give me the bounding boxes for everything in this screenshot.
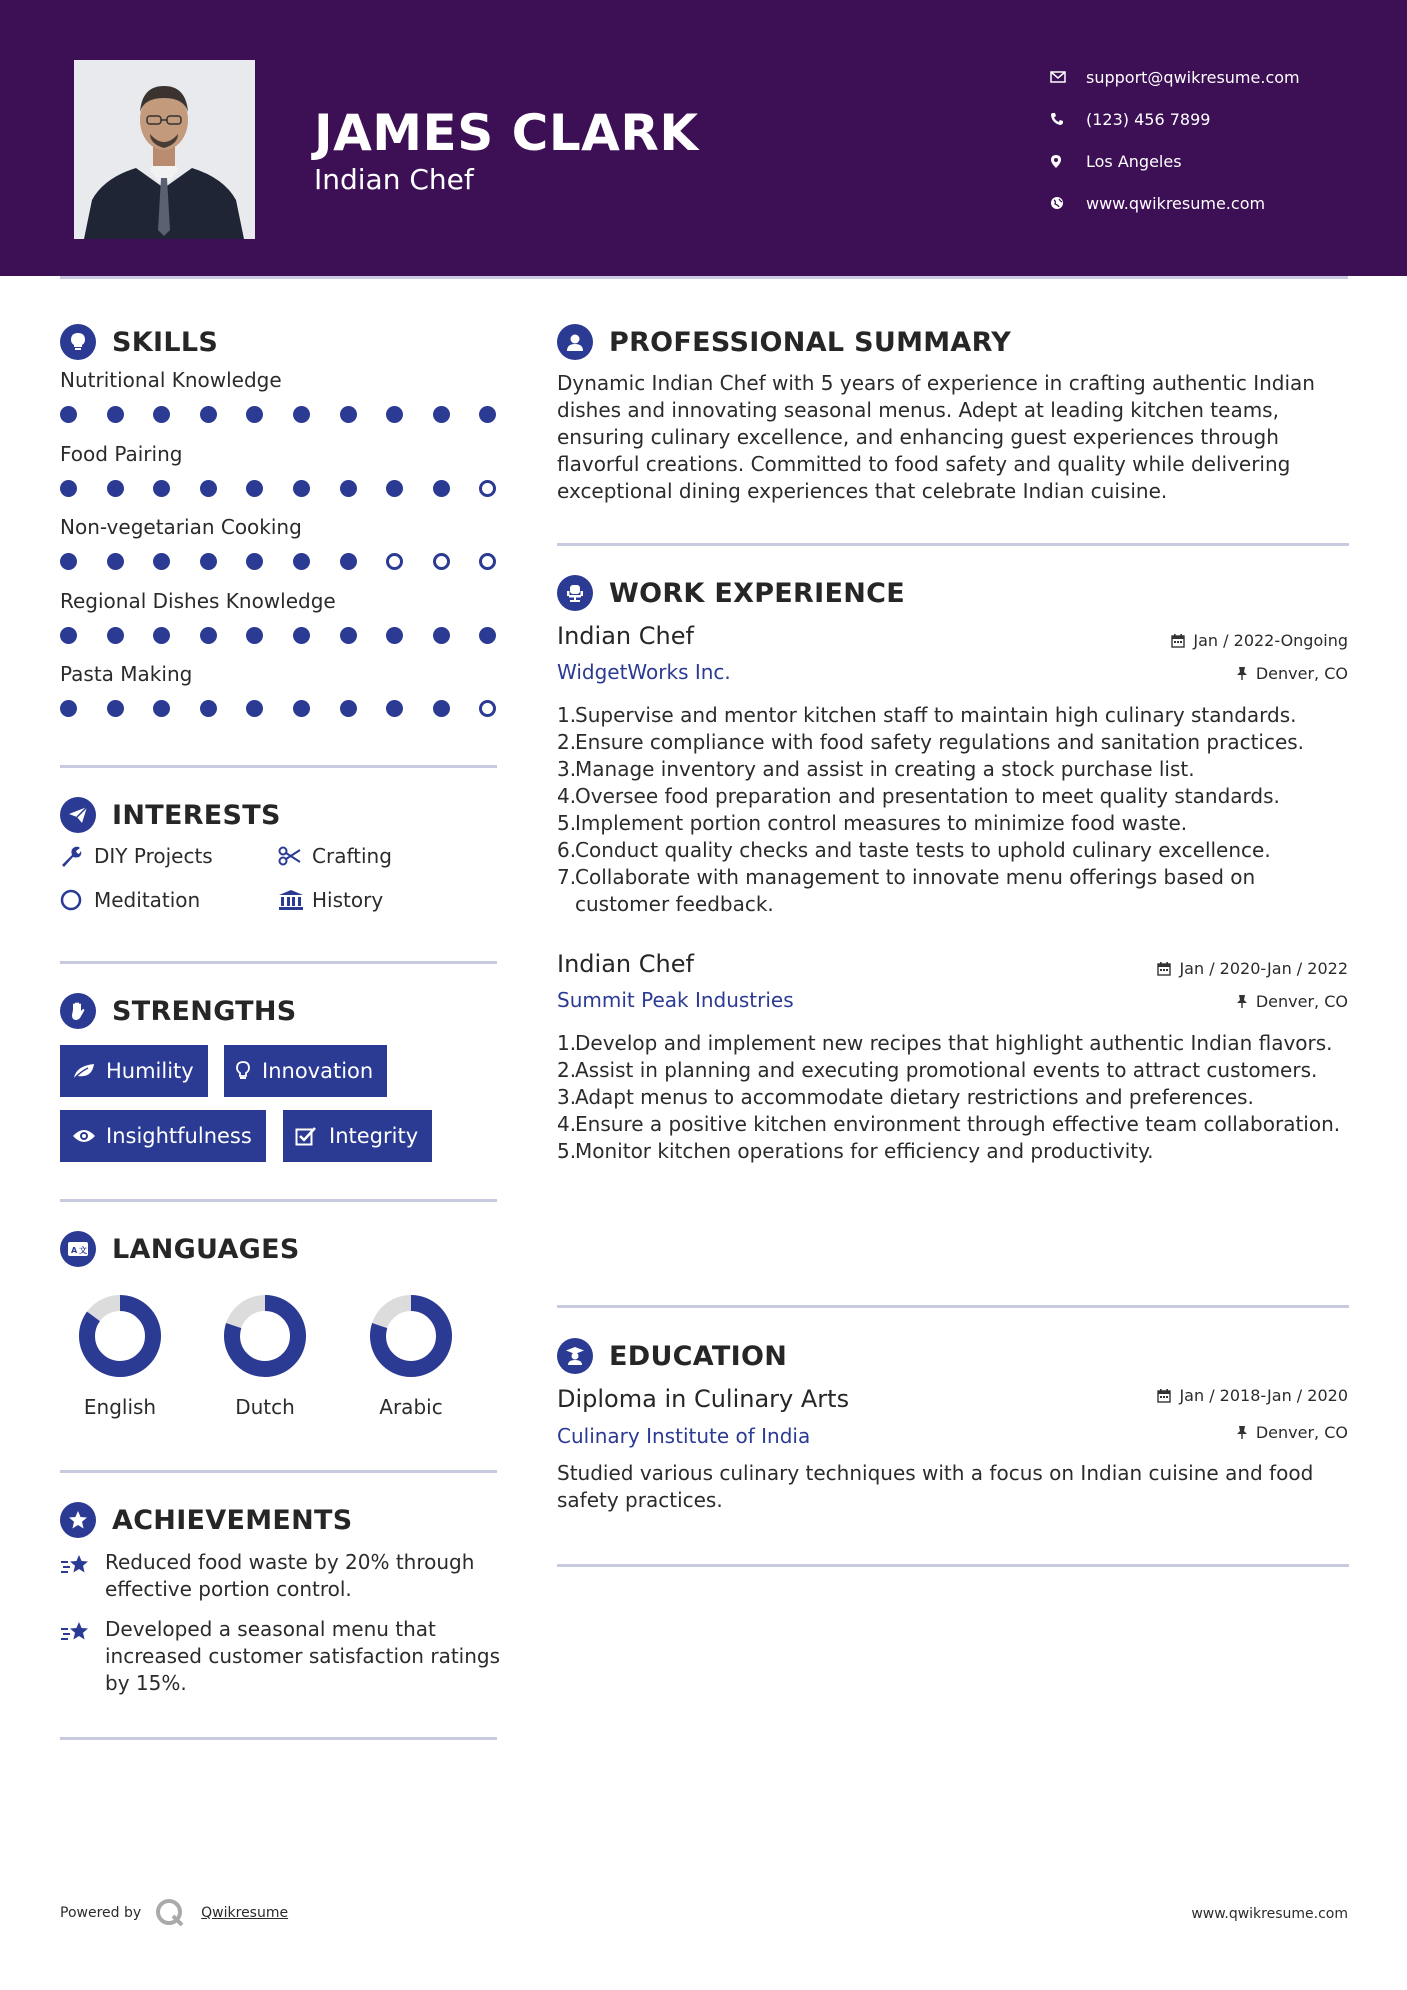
calendar-icon xyxy=(1157,961,1171,976)
duty-number: 3. xyxy=(557,757,577,781)
rating-dot-filled xyxy=(433,480,450,497)
language-name: English xyxy=(83,1395,157,1419)
experience-heading: WORK EXPERIENCE xyxy=(557,575,905,611)
education-location: Denver, CO xyxy=(1236,1423,1348,1442)
duty-number: 2. xyxy=(557,730,577,754)
skill-item xyxy=(60,589,500,649)
job-duties-list xyxy=(557,702,1349,918)
eye-icon xyxy=(72,1128,106,1144)
rating-dot-filled xyxy=(340,700,357,717)
profile-photo xyxy=(74,60,255,239)
rating-dot-filled xyxy=(107,700,124,717)
job-dates: Jan / 2020-Jan / 2022 xyxy=(1157,959,1348,978)
pushpin-icon xyxy=(1236,666,1248,681)
summary-heading: PROFESSIONAL SUMMARY xyxy=(557,324,1011,360)
education-dates: Jan / 2018-Jan / 2020 xyxy=(1157,1386,1348,1405)
language-donut xyxy=(368,1293,454,1379)
skill-rating xyxy=(60,692,500,722)
duty-number: 3. xyxy=(557,1085,577,1109)
rating-dot-filled xyxy=(246,480,263,497)
job-location: Denver, CO xyxy=(1236,664,1348,683)
contact-email[interactable]: support@qwikresume.com xyxy=(1050,56,1370,98)
footer-website[interactable]: www.qwikresume.com xyxy=(1191,1906,1348,1922)
calendar-icon xyxy=(1157,1388,1171,1403)
rating-dot-filled xyxy=(293,406,310,423)
office-chair-icon xyxy=(557,575,593,611)
rating-dot-filled xyxy=(200,553,217,570)
checkbox-icon xyxy=(295,1126,329,1146)
envelope-icon xyxy=(1050,71,1086,83)
section-divider xyxy=(60,1737,497,1740)
section-divider xyxy=(60,1470,497,1473)
rating-dot-filled xyxy=(293,627,310,644)
rating-dot-filled xyxy=(340,406,357,423)
duty-number: 1. xyxy=(557,1031,577,1055)
rating-dot-filled xyxy=(200,406,217,423)
duty-text: Oversee food preparation and presentation to meet quality standards. xyxy=(575,784,1280,808)
skill-rating xyxy=(60,619,500,649)
rating-dot-filled xyxy=(386,480,403,497)
rating-dot-filled xyxy=(246,406,263,423)
skill-name: Pasta Making xyxy=(60,662,193,686)
duty-text: Implement portion control measures to minimize food waste. xyxy=(575,811,1188,835)
contact-website[interactable]: www.qwikresume.com xyxy=(1050,182,1370,224)
duty-item xyxy=(557,756,1349,783)
duty-text: Assist in planning and executing promotional events to attract customers. xyxy=(575,1058,1318,1082)
strengths-heading: STRENGTHS xyxy=(60,993,297,1029)
rating-dot-filled xyxy=(340,627,357,644)
skill-item xyxy=(60,368,500,428)
rating-dot-filled xyxy=(433,406,450,423)
skill-name: Nutritional Knowledge xyxy=(60,368,282,392)
lightbulb-icon xyxy=(236,1061,262,1081)
language-donut xyxy=(77,1293,163,1379)
duty-item xyxy=(557,1057,1349,1084)
education-heading: EDUCATION xyxy=(557,1338,787,1374)
interest-item: Meditation xyxy=(60,888,200,912)
rating-dot-filled xyxy=(246,627,263,644)
summary-text: Dynamic Indian Chef with 5 years of experience in crafting authentic Indian dishes and innovating seasonal menus. Adept at leading kitchen teams, ensuring culinary excellence, and enhancing guest experiences through flavorful creations. Committed to food safety and quality while delivering exceptional dining experiences that celebrate Indian cuisine. xyxy=(557,371,1315,503)
language-item xyxy=(190,1293,340,1419)
rating-dot-filled xyxy=(293,700,310,717)
achievement-item: Developed a seasonal menu that increased customer satisfaction ratings by 15%. xyxy=(60,1616,500,1697)
wrench-icon xyxy=(60,845,94,867)
interest-item: DIY Projects xyxy=(60,844,213,868)
skill-item xyxy=(60,515,500,575)
candidate-name: JAMES CLARK xyxy=(314,104,699,162)
rating-dot-filled xyxy=(60,627,77,644)
rating-dot-filled xyxy=(479,627,496,644)
footer-powered-by: Powered by Qwikresume xyxy=(60,1898,288,1928)
duty-text: Ensure a positive kitchen environment through effective team collaboration. xyxy=(575,1112,1341,1136)
lightbulb-icon xyxy=(60,324,96,360)
duty-text: Conduct quality checks and taste tests to uphold culinary excellence. xyxy=(575,838,1271,862)
rating-dot-filled xyxy=(386,406,403,423)
pushpin-icon xyxy=(1236,994,1248,1009)
achievements-heading: ACHIEVEMENTS xyxy=(60,1502,353,1538)
duty-number: 4. xyxy=(557,784,577,808)
globe-icon xyxy=(1050,196,1086,210)
pushpin-icon xyxy=(1236,1425,1248,1440)
skill-name: Food Pairing xyxy=(60,441,183,466)
rating-dot-empty xyxy=(386,553,403,570)
skill-rating xyxy=(60,545,500,575)
strength-badge: Insightfulness xyxy=(60,1110,266,1162)
interest-item: History xyxy=(278,888,383,912)
language-item xyxy=(336,1293,486,1419)
rating-dot-filled xyxy=(153,627,170,644)
job-role: Indian Chef xyxy=(557,950,694,978)
language-icon xyxy=(60,1231,96,1267)
duty-text: Ensure compliance with food safety regulations and sanitation practices. xyxy=(575,730,1305,754)
rating-dot-filled xyxy=(153,480,170,497)
duty-item xyxy=(557,864,1349,918)
calendar-icon xyxy=(1171,633,1185,648)
duty-number: 4. xyxy=(557,1112,577,1136)
language-item xyxy=(45,1293,195,1419)
job-role: Indian Chef xyxy=(557,622,694,650)
rating-dot-filled xyxy=(433,627,450,644)
skill-item xyxy=(60,442,500,502)
contact-list xyxy=(1050,56,1370,224)
rating-dot-filled xyxy=(293,480,310,497)
header-divider xyxy=(60,276,1348,279)
job-location: Denver, CO xyxy=(1236,992,1348,1011)
shooting-star-icon xyxy=(60,1616,105,1697)
duty-item xyxy=(557,837,1349,864)
interests-heading: INTERESTS xyxy=(60,797,281,833)
rating-dot-filled xyxy=(340,553,357,570)
rating-dot-filled xyxy=(246,700,263,717)
education-description: Studied various culinary techniques with a focus on Indian cuisine and food safety practices. xyxy=(557,1461,1314,1512)
duty-text: Supervise and mentor kitchen staff to maintain high culinary standards. xyxy=(575,703,1297,727)
contact-phone[interactable]: (123) 456 7899 xyxy=(1050,98,1370,140)
rating-dot-filled xyxy=(293,553,310,570)
job-duties-list xyxy=(557,1030,1349,1165)
duty-text: Adapt menus to accommodate dietary restrictions and preferences. xyxy=(575,1085,1254,1109)
rating-dot-filled xyxy=(107,480,124,497)
rating-dot-filled xyxy=(60,406,77,423)
qwikresume-logo-icon xyxy=(155,1898,187,1928)
location-pin-icon xyxy=(1050,154,1086,169)
skill-rating xyxy=(60,472,500,502)
star-badge-icon xyxy=(60,1502,96,1538)
section-divider xyxy=(557,1564,1349,1567)
duty-item xyxy=(557,702,1349,729)
skill-name: Regional Dishes Knowledge xyxy=(60,588,336,613)
company-name: Summit Peak Industries xyxy=(557,988,794,1012)
leaf-icon xyxy=(72,1062,106,1080)
rating-dot-filled xyxy=(479,406,496,423)
school-name: Culinary Institute of India xyxy=(557,1424,811,1448)
rating-dot-empty xyxy=(479,480,496,497)
rating-dot-empty xyxy=(433,553,450,570)
section-divider xyxy=(557,1305,1349,1308)
duty-number: 5. xyxy=(557,811,577,835)
section-divider xyxy=(557,543,1349,546)
skill-name: Non-vegetarian Cooking xyxy=(60,515,302,539)
interest-item: Crafting xyxy=(278,844,392,868)
rating-dot-filled xyxy=(340,480,357,497)
achievement-item: Reduced food waste by 20% through effective portion control. xyxy=(60,1549,500,1603)
degree-name: Diploma in Culinary Arts xyxy=(557,1385,850,1413)
strength-badge: Humility xyxy=(60,1045,208,1097)
candidate-title: Indian Chef xyxy=(314,163,474,196)
rating-dot-filled xyxy=(60,553,77,570)
svg-text:文: 文 xyxy=(79,1246,87,1255)
user-icon xyxy=(557,324,593,360)
museum-icon xyxy=(278,889,312,911)
section-divider xyxy=(60,765,497,768)
duty-item xyxy=(557,783,1349,810)
duty-text: Manage inventory and assist in creating a stock purchase list. xyxy=(575,757,1195,781)
job-dates: Jan / 2022-Ongoing xyxy=(1171,631,1348,650)
duty-item xyxy=(557,810,1349,837)
svg-text:A: A xyxy=(71,1246,78,1255)
rating-dot-filled xyxy=(153,700,170,717)
rating-dot-filled xyxy=(107,553,124,570)
rating-dot-filled xyxy=(200,627,217,644)
rating-dot-filled xyxy=(153,553,170,570)
duty-item xyxy=(557,1030,1349,1057)
skill-item xyxy=(60,662,500,722)
language-name: Dutch xyxy=(235,1395,295,1419)
scissors-icon xyxy=(278,846,312,866)
duty-number: 7. xyxy=(557,865,577,889)
language-donut xyxy=(222,1293,308,1379)
circle-icon xyxy=(60,889,94,911)
rating-dot-filled xyxy=(200,480,217,497)
shooting-star-icon xyxy=(60,1549,105,1603)
duty-item xyxy=(557,1111,1349,1138)
language-name: Arabic xyxy=(379,1395,443,1419)
duty-number: 2. xyxy=(557,1058,577,1082)
contact-location: Los Angeles xyxy=(1050,140,1370,182)
section-divider xyxy=(60,1199,497,1202)
duty-number: 5. xyxy=(557,1139,577,1163)
rating-dot-filled xyxy=(60,700,77,717)
rating-dot-filled xyxy=(433,700,450,717)
hand-icon xyxy=(60,993,96,1029)
strength-badge: Integrity xyxy=(283,1110,432,1162)
strength-badge: Innovation xyxy=(224,1045,387,1097)
rating-dot-filled xyxy=(246,553,263,570)
rating-dot-filled xyxy=(386,627,403,644)
skill-rating xyxy=(60,398,500,428)
rating-dot-empty xyxy=(479,700,496,717)
rating-dot-filled xyxy=(60,480,77,497)
rating-dot-filled xyxy=(107,406,124,423)
duty-item xyxy=(557,729,1349,756)
duty-number: 1. xyxy=(557,703,577,727)
duty-text: Develop and implement new recipes that highlight authentic Indian flavors. xyxy=(575,1031,1333,1055)
rating-dot-filled xyxy=(107,627,124,644)
languages-heading: A 文 LANGUAGES xyxy=(60,1231,300,1267)
duty-item xyxy=(557,1084,1349,1111)
duty-number: 6. xyxy=(557,838,577,862)
phone-icon xyxy=(1050,112,1086,126)
rating-dot-filled xyxy=(153,406,170,423)
skills-heading: SKILLS xyxy=(60,324,218,360)
duty-text: Monitor kitchen operations for efficiency and productivity. xyxy=(575,1139,1154,1163)
duty-item xyxy=(557,1138,1349,1165)
rating-dot-empty xyxy=(479,553,496,570)
rating-dot-filled xyxy=(200,700,217,717)
rating-dot-filled xyxy=(386,700,403,717)
paper-plane-icon xyxy=(60,797,96,833)
section-divider xyxy=(60,961,497,964)
qwikresume-link[interactable]: Qwikresume xyxy=(201,1905,289,1921)
duty-text: Collaborate with management to innovate menu offerings based on customer feedback. xyxy=(575,865,1256,916)
company-name: WidgetWorks Inc. xyxy=(557,660,731,684)
graduate-icon xyxy=(557,1338,593,1374)
